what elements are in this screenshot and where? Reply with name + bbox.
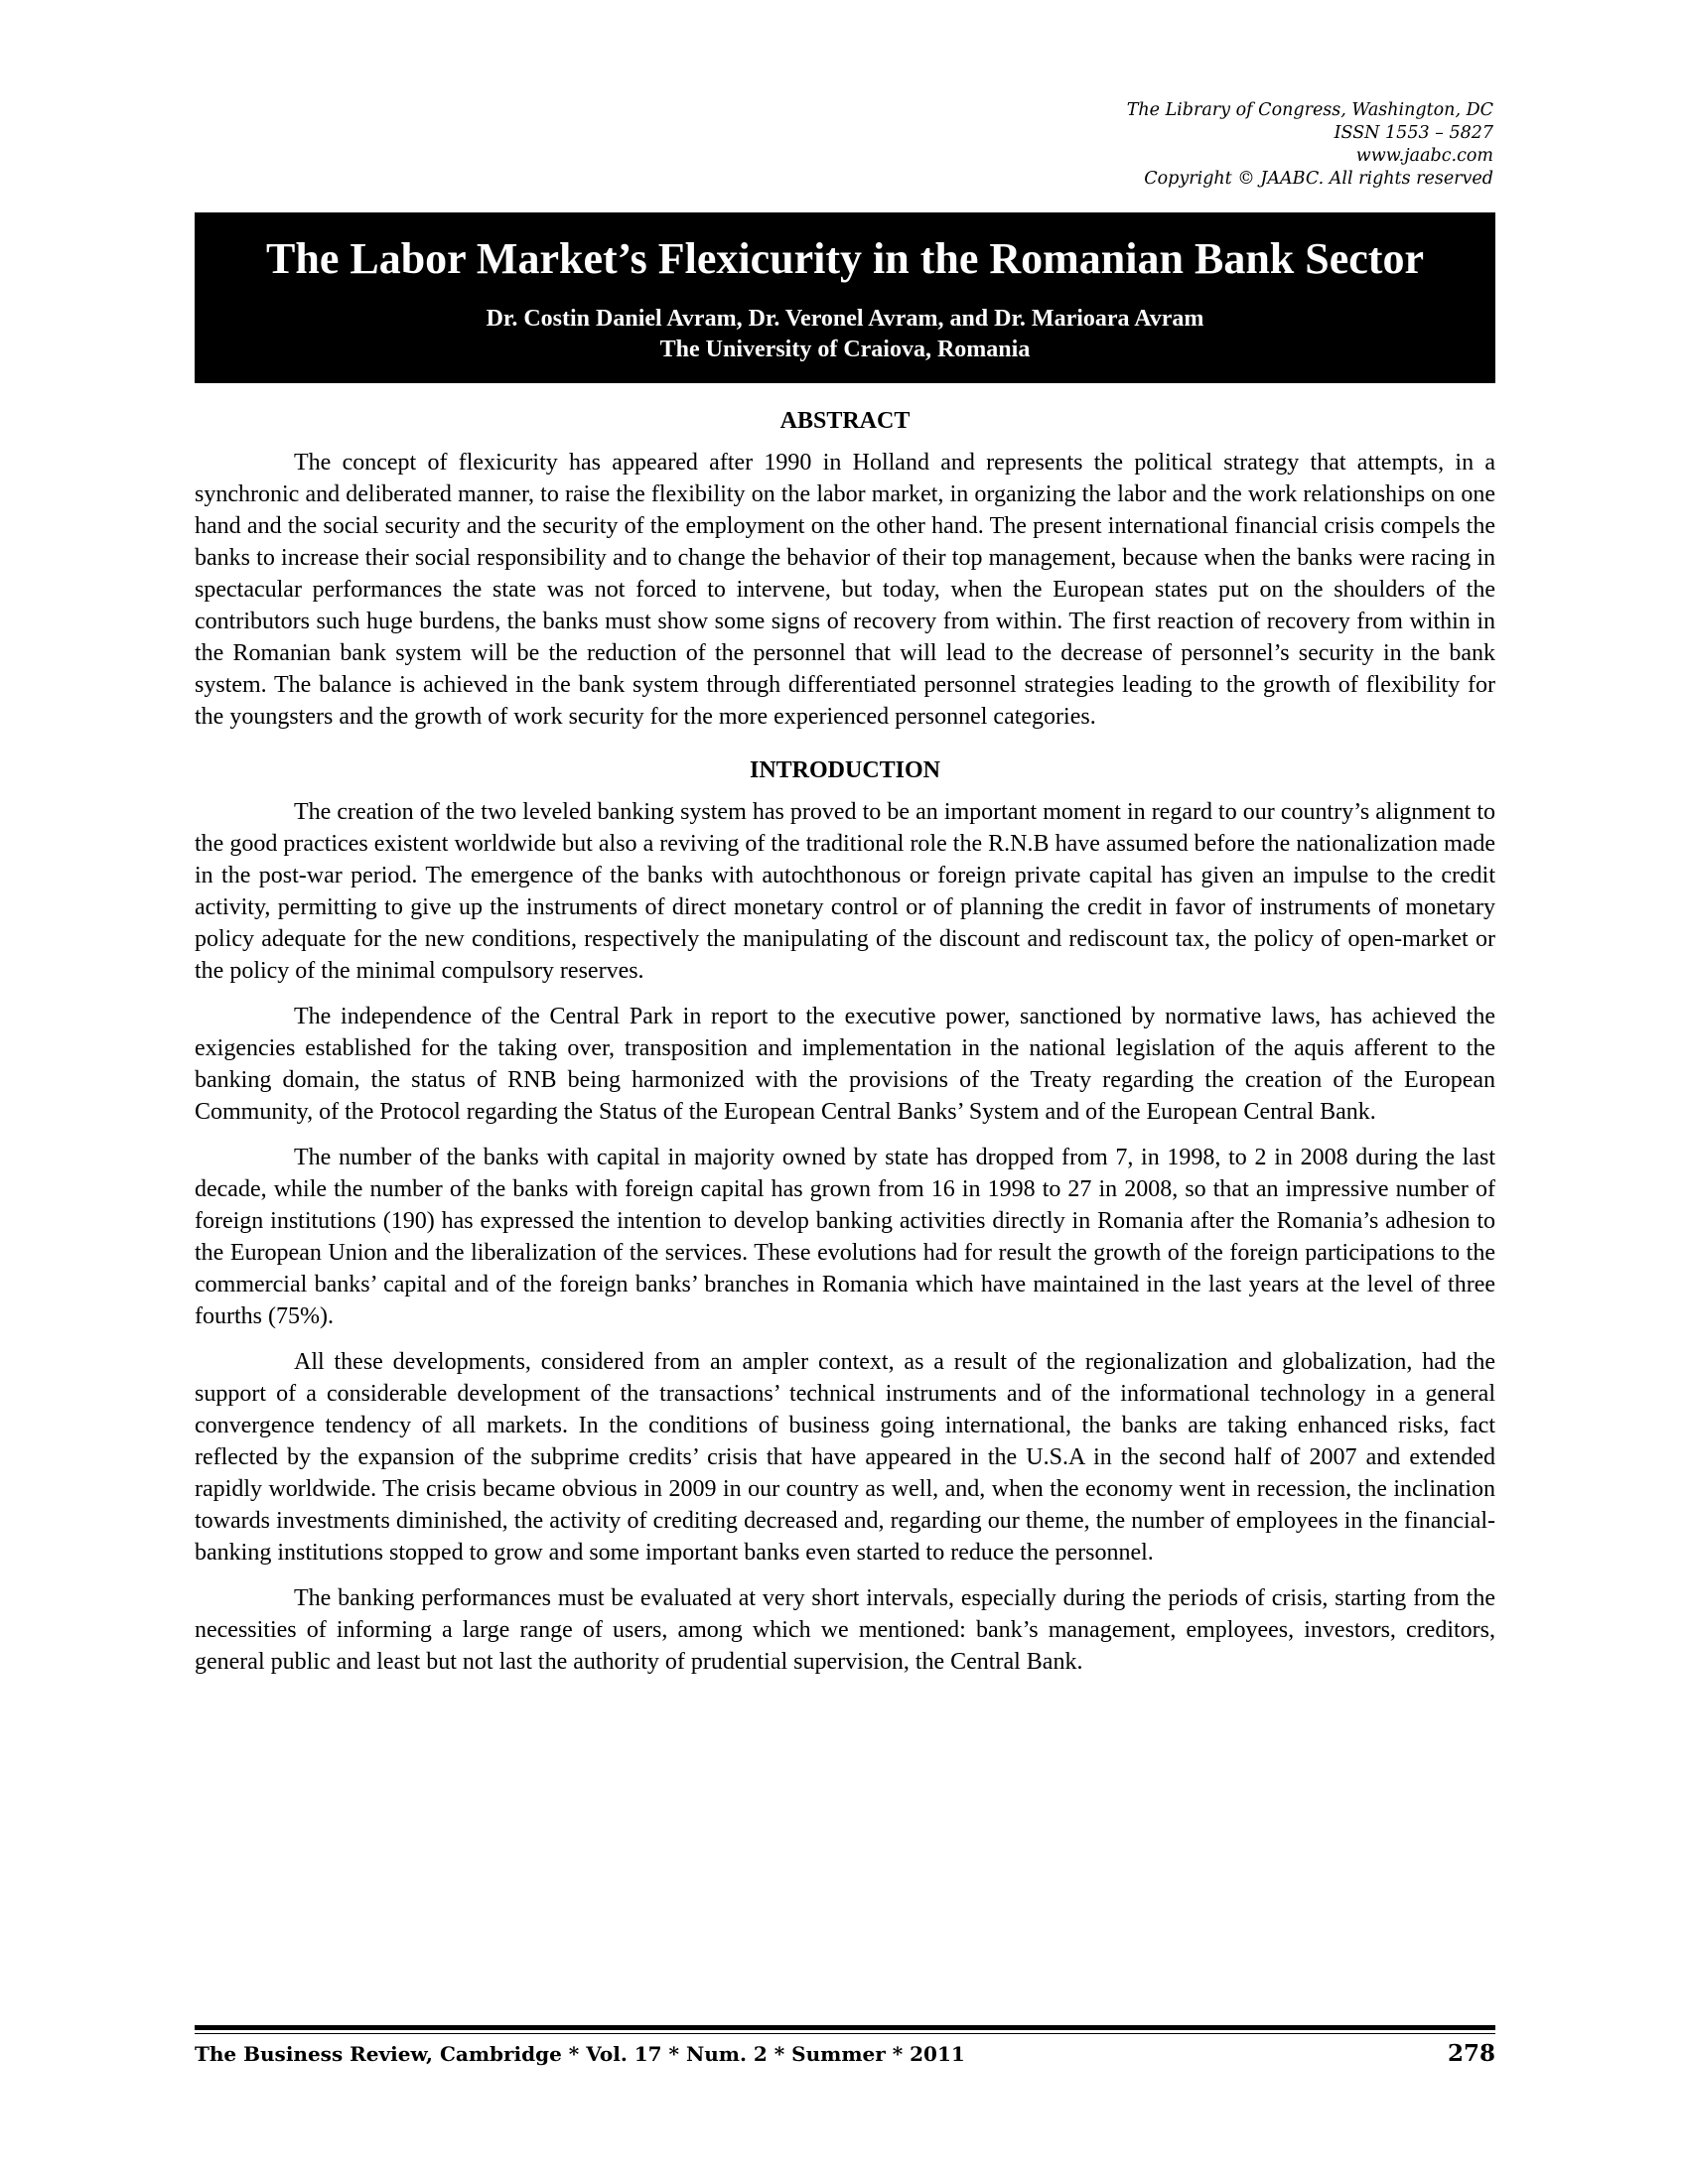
paper-title: The Labor Market’s Flexicurity in the Romanian Bank Sector [266, 234, 1424, 283]
page-number: 278 [1447, 2040, 1495, 2067]
introduction-paragraph: The independence of the Central Park in report to the executive power, sanctioned by normative laws, has achieved the exigencies established for the taking over, transposition and implementation in the national legislation of the aquis afferent to the banking domain, the status of RNB being harmonized with the provisions of the Treaty regarding the creation of the European Community, of the Protocol regarding the Status of the European Central Banks’ System and of the European Central Bank. [195, 1004, 1495, 1125]
footer-divider-thin [195, 2033, 1495, 2034]
masthead-website: www.jaabc.com [1355, 146, 1493, 166]
page-footer [195, 2025, 1495, 2068]
title-banner [195, 212, 1495, 383]
article-body [195, 405, 1495, 1692]
introduction-paragraph: The number of the banks with capital in majority owned by state has dropped from 7, in 1998, to 2 in 2008 during the last decade, while the number of the banks with foreign capital has grown from 16 in 1998 to 27 in 2008, so that an impressive number of foreign institutions (190) has expressed the intention to develop banking activities directly in Romania after the Romania’s adhesion to the European Union and the liberalization of the services. These evolutions had for result the growth of the foreign participations to the commercial banks’ capital and of the foreign banks’ branches in Romania which have maintained in the last years at the level of three fourths (75%). [195, 1145, 1495, 1329]
masthead-issn: ISSN 1553 – 5827 [1334, 123, 1493, 143]
masthead-library: The Library of Congress, Washington, DC [1126, 100, 1493, 120]
introduction-paragraph: All these developments, considered from an ampler context, as a result of the regionalization and globalization, had the support of a considerable development of the transactions’ technical instruments and of the informational technology in a general convergence tendency of all markets. In the conditions of business going international, the banks are taking enhanced risks, fact reflected by the expansion of the subprime credits’ crisis that have appeared in the U.S.A in the second half of 2007 and extended rapidly worldwide. The crisis became obvious in 2009 in our country as well, and, when the economy went in recession, the inclination towards investments diminished, the activity of crediting decreased and, regarding our theme, the number of employees in the financial-banking institutions stopped to grow and some important banks even started to reduce the personnel. [195, 1349, 1495, 1566]
introduction-paragraph: The banking performances must be evaluated at very short intervals, especially during the periods of crisis, starting from the necessities of informing a large range of users, among which we mentioned: bank’s management, employees, investors, creditors, general public and least but not last the authority of prudential supervision, the Central Bank. [195, 1585, 1495, 1675]
footer-divider-thick [195, 2025, 1495, 2030]
footer-row [195, 2040, 1495, 2068]
masthead [798, 99, 1493, 191]
paper-affiliation: The University of Craiova, Romania [659, 337, 1031, 362]
paper-authors: Dr. Costin Daniel Avram, Dr. Veronel Avram, and Dr. Marioara Avram [486, 306, 1204, 332]
introduction-paragraph: The creation of the two leveled banking system has proved to be an important moment in regard to our country’s alignment to the good practices existent worldwide but also a reviving of the traditional role the R.N.B have assumed before the nationalization made in the post-war period. The emergence of the banks with autochthonous or foreign private capital has given an impulse to the credit activity, permitting to give up the instruments of direct monetary control or of planning the credit in favor of instruments of monetary policy adequate for the new conditions, respectively the manipulating of the discount and rediscount tax, the policy of open-market or the policy of the minimal compulsory reserves. [195, 799, 1495, 984]
abstract-heading: ABSTRACT [779, 408, 911, 434]
abstract-paragraph: The concept of flexicurity has appeared after 1990 in Holland and represents the political strategy that attempts, in a synchronic and deliberated manner, to raise the flexibility on the labor market, in organizing the labor and the work relationships on one hand and the social security and the security of the employment on the other hand. The present international financial crisis compels the banks to increase their social responsibility and to change the behavior of their top management, because when the banks were racing in spectacular performances the state was not forced to intervene, but today, when the European states put on the shoulders of the contributors such huge burdens, the banks must show some signs of recovery from within. The first reaction of recovery from within in the Romanian bank system will be the reduction of the personnel that will lead to the decrease of personnel’s security in the bank system. The balance is achieved in the bank system through differentiated personnel strategies leading to the growth of flexibility for the youngsters and the growth of work security for the more experienced personnel categories. [195, 450, 1495, 730]
introduction-heading: INTRODUCTION [749, 757, 941, 783]
journal-citation: The Business Review, Cambridge * Vol. 17 * Num. 2 * Summer * 2011 [195, 2042, 965, 2066]
masthead-copyright: Copyright © JAABC. All rights reserved [1144, 169, 1493, 189]
